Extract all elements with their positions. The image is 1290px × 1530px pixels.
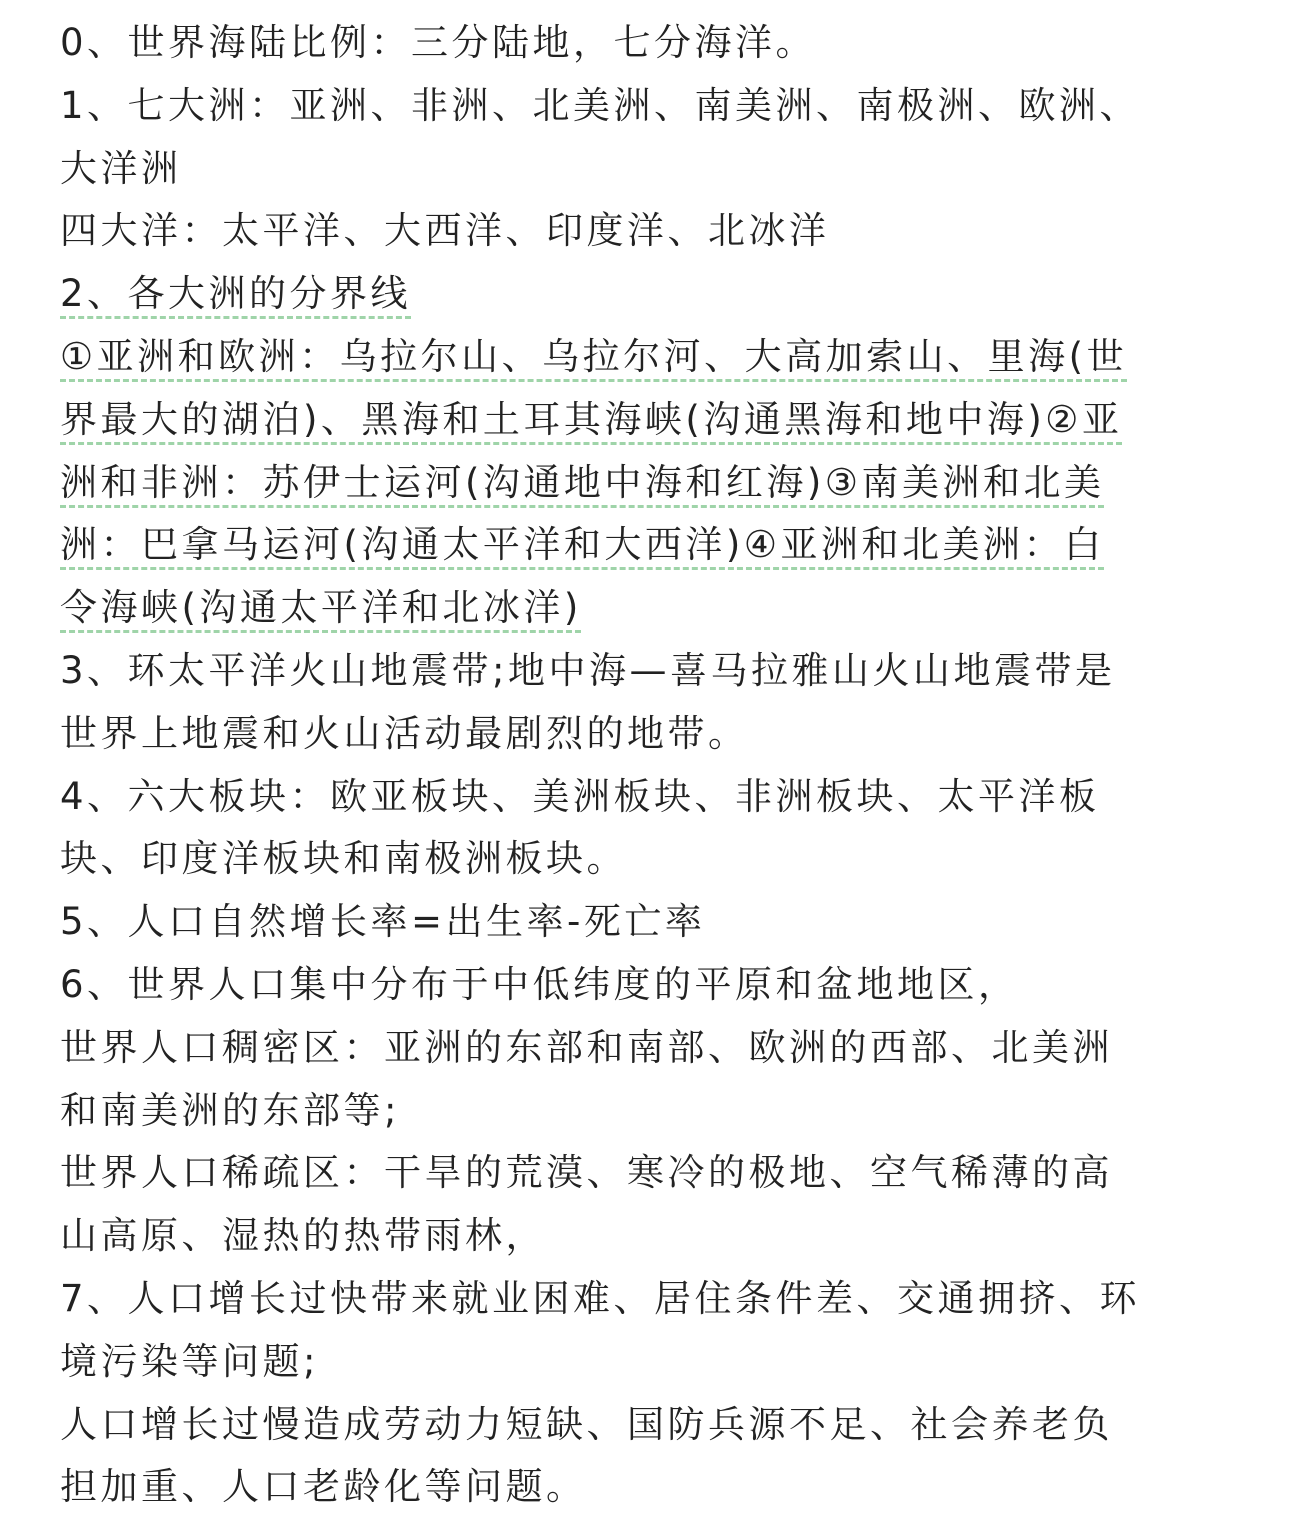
line-text: 世界上地震和火山活动最剧烈的地带。 [60,711,749,755]
highlighted-line-text: 2、各大洲的分界线 [60,272,412,316]
highlighted-line-text: 洲：巴拿马运河(沟通太平洋和大西洋)④亚洲和北美洲：白 [60,523,1105,567]
text-line [60,640,1230,703]
highlighted-line-text: 令海峡(沟通太平洋和北冰洋) [60,586,582,630]
text-line [60,1205,1230,1268]
text-line [60,577,1230,640]
highlighted-line-text: 界最大的湖泊)、黑海和土耳其海峡(沟通黑海和地中海)②亚 [60,397,1123,441]
line-text: 1、七大洲：亚洲、非洲、北美洲、南美洲、南极洲、欧洲、 [60,83,1141,127]
line-text: 5、人口自然增长率=出生率-死亡率 [60,900,706,944]
text-line [60,326,1230,389]
text-line [60,1268,1230,1331]
line-text: 3、环太平洋火山地震带;地中海—喜马拉雅山火山地震带是 [60,648,1116,692]
text-line [60,75,1230,138]
line-text: 境污染等问题; [60,1339,319,1383]
line-text: 6、世界人口集中分布于中低纬度的平原和盆地地区， [60,962,1019,1006]
text-line [60,12,1230,75]
line-text: 0、世界海陆比例：三分陆地，七分海洋。 [60,21,817,64]
text-line [60,954,1230,1017]
text-line [60,1142,1230,1205]
text-line [60,138,1230,201]
highlighted-line-text: ①亚洲和欧洲：乌拉尔山、乌拉尔河、大高加索山、里海(世 [60,334,1128,378]
line-text: 山高原、湿热的热带雨林， [60,1214,546,1258]
text-line [60,828,1230,891]
line-text: 块、印度洋板块和南极洲板块。 [60,837,627,881]
line-text: 人口增长过慢造成劳动力短缺、国防兵源不足、社会养老负 [60,1402,1113,1446]
text-line [60,1394,1230,1457]
line-text: 7、人口增长过快带来就业困难、居住条件差、交通拥挤、环 [60,1276,1141,1320]
text-line [60,514,1230,577]
highlighted-line-text: 洲和非洲：苏伊士运河(沟通地中海和红海)③南美洲和北美 [60,460,1105,504]
text-line [60,263,1230,326]
line-text: 和南美洲的东部等; [60,1088,400,1132]
line-text: 大洋洲 [60,146,182,190]
text-line [60,452,1230,515]
line-text: 4、六大板块：欧亚板块、美洲板块、非洲板块、太平洋板 [60,774,1100,818]
text-line [60,200,1230,263]
text-line [60,1080,1230,1143]
line-text: 担加重、人口老龄化等问题。 [60,1465,587,1509]
text-line [60,389,1230,452]
line-text: 世界人口稀疏区：干旱的荒漠、寒冷的极地、空气稀薄的高 [60,1151,1113,1195]
line-text: 世界人口稠密区：亚洲的东部和南部、欧洲的西部、北美洲 [60,1025,1113,1069]
text-line [60,766,1230,829]
text-line [60,891,1230,954]
text-line [60,703,1230,766]
text-line [60,1456,1230,1519]
text-line [60,1017,1230,1080]
line-text: 四大洋：太平洋、大西洋、印度洋、北冰洋 [60,209,830,253]
text-line [60,1331,1230,1394]
